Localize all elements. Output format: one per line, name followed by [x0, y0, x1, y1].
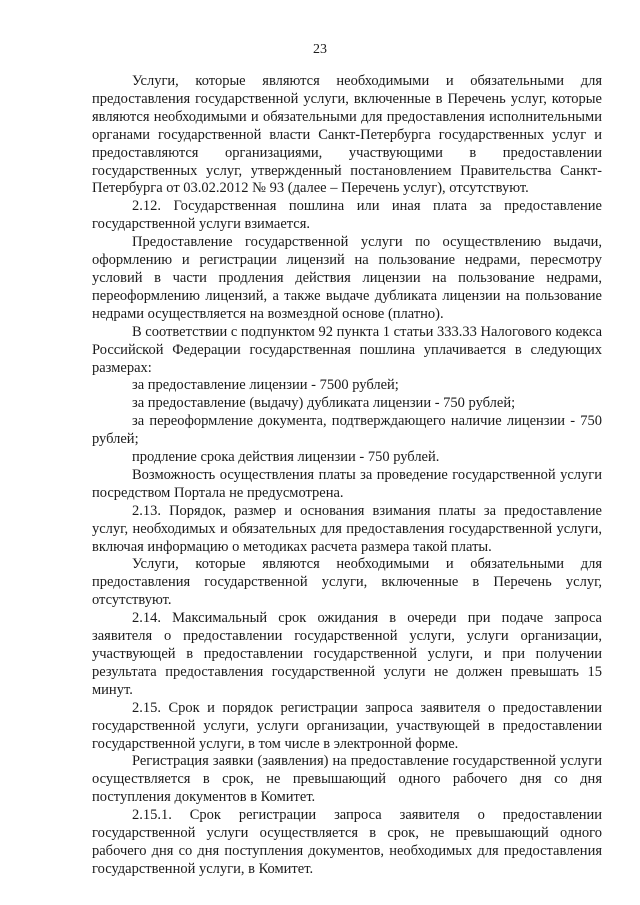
paragraph-services-absent: Услуги, которые являются необходимыми и обязательными для предоставления государственной услуги, включенные в Перечень услуг, отсутствуют. — [92, 556, 602, 609]
fee-item-extension: продление срока действия лицензии - 750 рублей. — [132, 449, 440, 466]
paragraph-2-15-registration: 2.15. Срок и порядок регистрации запроса заявителя о предоставлении государственной услуги, услуги организации, участвующей в предоставлении государственной услуги, в том числе в электронной форме. — [92, 699, 602, 752]
paragraph-2-15-1-registration-term: 2.15.1. Срок регистрации запроса заявителя о предоставлении государственной услуги осуществляется в срок, не превышающий одного рабочего дня со дня поступления документов, необходимых для предоставления государственной услуги, в Комитет. — [92, 807, 602, 877]
paragraph-2-13-payment-order: 2.13. Порядок, размер и основания взимания платы за предоставление услуг, необходимых и обязательных для предоставления государственной услуги, включая информацию о методиках расчета размера такой платы. — [92, 502, 602, 555]
fee-item-license: за предоставление лицензии - 7500 рублей; — [132, 377, 399, 394]
page-number: 23 — [313, 42, 327, 57]
paragraph-tax-code-reference: В соответствии с подпунктом 92 пункта 1 статьи 333.33 Налогового кодекса Российской Федерации государственная пошлина уплачивается в следующих размерах: — [92, 323, 602, 376]
fee-item-reissue: за переоформление документа, подтверждающего наличие лицензии - 750 рублей; — [92, 413, 602, 448]
paragraph-2-12-state-fee: 2.12. Государственная пошлина или иная плата за предоставление государственной услуги взимается. — [92, 198, 602, 233]
paragraph-portal-payment: Возможность осуществления платы за проведение государственной услуги посредством Портала не предусмотрена. — [92, 466, 602, 501]
fee-item-duplicate: за предоставление (выдачу) дубликата лицензии - 750 рублей; — [132, 395, 516, 412]
paragraph-registration-term: Регистрация заявки (заявления) на предоставление государственной услуги осуществляется в срок, не превышающий одного рабочего дня со дня поступления документов в Комитет. — [92, 753, 602, 806]
paragraph-services-not-required: Услуги, которые являются необходимыми и обязательными для предоставления государственной услуги, включенные в Перечень услуг, которые являются необходимыми и обязательными для предоставления исполнительными органами государственной власти Санкт-Петербурга государственных услуг и предоставляются организациями, участвующими в предоставлении государственных услуг, утвержденный постановлением Правительства Санкт-Петербурга от 03.02.2012 № 93 (далее – Перечень услуг), отсутствуют. — [92, 73, 602, 197]
document-body — [92, 73, 602, 879]
paragraph-2-14-queue-time: 2.14. Максимальный срок ожидания в очереди при подаче запроса заявителя о предоставлении государственной услуги, услуги организации, участвующей в предоставлении государственной услуги, и при получении результата предоставления государственной услуги не должен превышать 15 минут. — [92, 610, 602, 698]
paragraph-paid-basis: Предоставление государственной услуги по осуществлению выдачи, оформлению и регистрации лицензий на пользование недрами, пересмотру условий в части продления действия лицензии на пользование недрами, переоформлению лицензий, а также выдаче дубликата лицензии на пользование недрами осуществляется на возмездной основе (платно). — [92, 234, 602, 322]
